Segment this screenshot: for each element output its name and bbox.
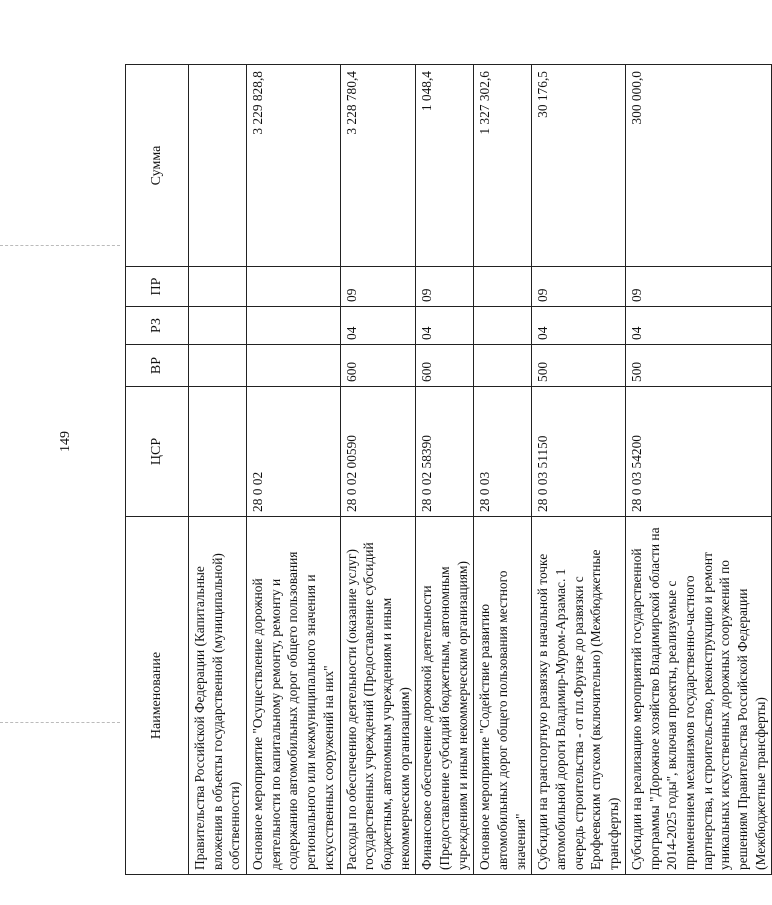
cell-pr: 09 [340,267,416,307]
rotated-table-container [125,65,768,875]
cell-rz: 04 [340,307,416,345]
table-row [189,65,247,875]
cell-sum [189,65,247,267]
cell-csr: 28 0 02 00590 [340,387,416,517]
margin-guide-line [0,722,120,723]
cell-sum: 30 176,5 [532,65,625,267]
cell-csr: 28 0 03 51150 [532,387,625,517]
page-number: 149 [58,431,73,452]
cell-pr: 09 [416,267,474,307]
cell-vr [189,345,247,387]
cell-sum: 3 228 780,4 [340,65,416,267]
table-row [416,65,474,875]
cell-name: Основное мероприятие "Содействие развитию автомобильных дорог общего пользования местного значения" [474,517,532,875]
cell-vr [474,345,532,387]
cell-pr: 09 [532,267,625,307]
cell-sum: 300 000,0 [625,65,772,267]
cell-sum: 1 048,4 [416,65,474,267]
cell-rz [474,307,532,345]
cell-rz: 04 [532,307,625,345]
cell-csr: 28 0 02 [247,387,340,517]
table-row [474,65,532,875]
cell-sum: 3 229 828,8 [247,65,340,267]
budget-table [125,64,772,875]
cell-pr [189,267,247,307]
cell-name: Основное мероприятие "Осуществление дорожной деятельности по капитальному ремонту, ремонту и содержанию автомобильных дорог общего пользования регионального или межмуниципального значения и искусственных сооружений на них" [247,517,340,875]
cell-csr: 28 0 03 54200 [625,387,772,517]
cell-vr: 500 [532,345,625,387]
cell-vr [247,345,340,387]
header-vr: ВР [126,345,189,387]
cell-name: Расходы по обеспечению деятельности (оказание услуг) государственных учреждений (Предоставление субсидий бюджетным, автономным учреждениям и иным некоммерческим организациям) [340,517,416,875]
cell-vr: 600 [416,345,474,387]
cell-vr: 600 [340,345,416,387]
cell-rz [189,307,247,345]
cell-rz: 04 [416,307,474,345]
table-header-row [126,65,189,875]
header-sum: Сумма [126,65,189,267]
header-name: Наименование [126,517,189,875]
cell-rz [247,307,340,345]
cell-csr [189,387,247,517]
header-rz: РЗ [126,307,189,345]
table-row [625,65,772,875]
margin-guide-line [0,245,120,246]
cell-name: Финансовое обеспечение дорожной деятельности (Предоставление субсидий бюджетным, автономным учреждениям и иным некоммерческим организациям) [416,517,474,875]
cell-pr: 09 [625,267,772,307]
cell-pr [247,267,340,307]
table-row [340,65,416,875]
header-csr: ЦСР [126,387,189,517]
cell-vr: 500 [625,345,772,387]
cell-csr: 28 0 03 [474,387,532,517]
header-pr: ПР [126,267,189,307]
cell-name: Правительства Российской Федерации (Капитальные вложения в объекты государственной (муниципальной) собственности) [189,517,247,875]
cell-rz: 04 [625,307,772,345]
table-row [532,65,625,875]
table-row [247,65,340,875]
cell-name: Субсидии на реализацию мероприятий государственной программы "Дорожное хозяйство Владимирской области на 2014-2025 годы", включая проекты, реализуемые с применением механизмов государственно-частного партнерства, и строительство, реконструкцию и ремонт уникальных искусственных дорожных сооружений по решениям Правительства Российской Федерации (Межбюджетные трансферты) [625,517,772,875]
cell-pr [474,267,532,307]
cell-csr: 28 0 02 58390 [416,387,474,517]
cell-name: Субсидии на транспортную развязку в начальной точке автомобильной дороги Владимир-Муром-Арзамас. 1 очередь строительства - от пл.Фрунзе до развязки с Ерофеевским спуском (включительно) (Межбюджетные трансферты) [532,517,625,875]
cell-sum: 1 327 302,6 [474,65,532,267]
